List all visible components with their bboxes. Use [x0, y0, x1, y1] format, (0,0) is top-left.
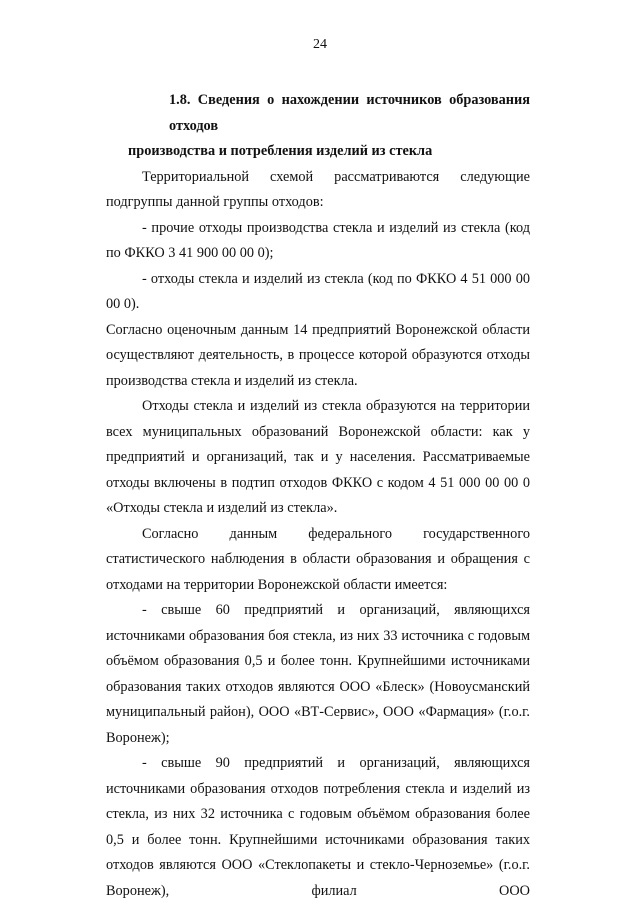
section-heading-line-1: 1.8. Сведения о нахождении источников образования отходов: [169, 92, 530, 134]
list-item-glass-consumption: - свыше 90 предприятий и организаций, являющихся источниками образования отходов потребления стекла и изделий из стекла, из них 32 источника с годовым объёмом образования более 0,5 и более тонн. Крупнейшими источниками образования таких отходов являются ООО «Стеклопакеты и стекло-Черноземье» (г.о.г. Воронеж), филиал ООО: [106, 755, 530, 899]
section-heading: [106, 88, 530, 165]
paragraph-statistics: Согласно данным федерального государственного статистического наблюдения в области образования и обращения с отходами на территории Воронежской области имеется:: [106, 525, 530, 593]
paragraph-estimate: Согласно оценочным данным 14 предприятий Воронежской области осуществляют деятельность, в процессе которой образуются отходы производства стекла и изделий из стекла.: [106, 321, 530, 389]
document-body: [106, 88, 530, 904]
list-item-glass-breakage: - свыше 60 предприятий и организаций, являющихся источниками образования боя стекла, из них 33 источника с годовым объёмом образования 0,5 и более тонн. Крупнейшими источниками образования таких отходов являются ООО «Блеск» (Новоусманский муниципальный район), ООО «ВТ-Сервис», ООО «Фармация» (г.о.г. Воронеж);: [106, 602, 530, 746]
list-item-waste-glass: - отходы стекла и изделий из стекла (код по ФККО 4 51 000 00 00 0).: [106, 270, 530, 312]
paragraph-intro: Территориальной схемой рассматриваются следующие подгруппы данной группы отходов:: [106, 168, 530, 210]
section-heading-line-2: производства и потребления изделий из стекла: [128, 143, 433, 159]
paragraph-territory: Отходы стекла и изделий из стекла образуются на территории всех муниципальных образований Воронежской области: как у предприятий и организаций, так и у населения. Рассматриваемые отходы включены в подтип отходов ФККО с кодом 4 51 000 00 00 0 «Отходы стекла и изделий из стекла».: [106, 398, 530, 516]
page-number: 24: [313, 37, 327, 52]
list-item-waste-production: - прочие отходы производства стекла и изделий из стекла (код по ФККО 3 41 900 00 00 0);: [106, 219, 530, 261]
